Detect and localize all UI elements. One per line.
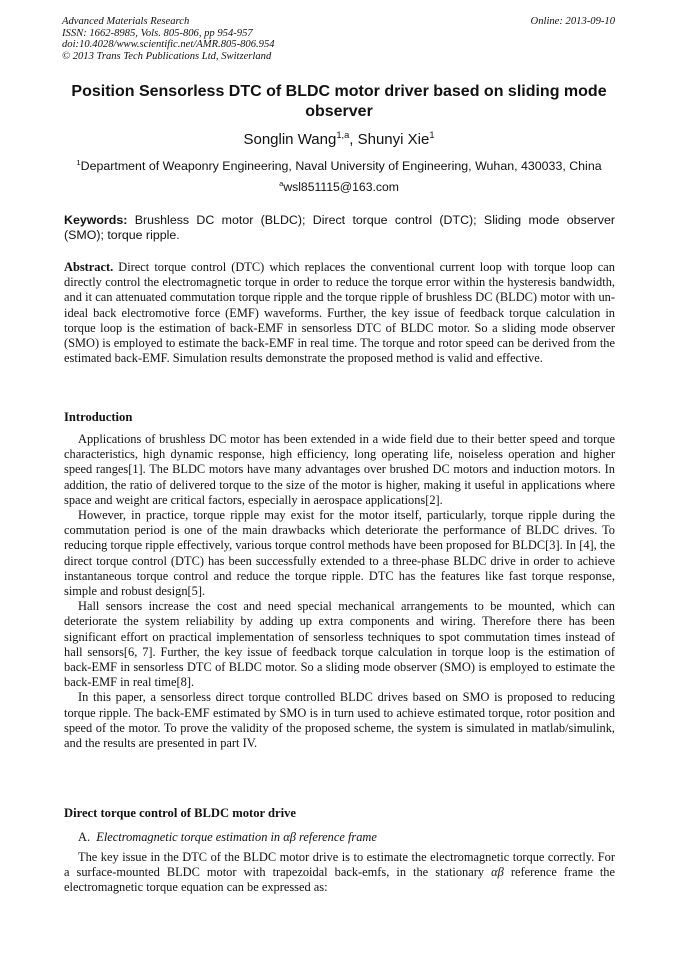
author-separator: , — [349, 131, 358, 148]
author-name: Shunyi Xie — [357, 131, 430, 148]
copyright-line: © 2013 Trans Tech Publications Ltd, Switzerland — [62, 50, 272, 62]
subsection-label: A — [78, 830, 87, 844]
author-superscript: 1 — [429, 130, 435, 140]
section-heading-introduction: Introduction — [64, 410, 133, 424]
abstract-label: Abstract. — [64, 260, 114, 274]
dtc-text-end: reference frame the electromagnetic torque equation can be expressed as: — [64, 865, 615, 895]
dtc-body — [64, 850, 615, 896]
alpha-beta-symbol: αβ — [283, 830, 296, 844]
abstract-text: Direct torque control (DTC) which replaces the conventional current loop with torque loop can directly control the electromagnetic torque in order to reduce the torque error within the hysteresis bandwidth, and it can attenuated commutation torque ripple and the torque ripple of brushless DC (BLDC) motor with un-ideal back electromotive force (EMF) waveforms. Further, the key issue of feedback torque calculation in torque loop is the estimation of back-EMF in sensorless DTC of BLDC motor. So a sliding mode observer (SMO) is employed to estimate the back-EMF in real time. The torque and rotor speed can be derived from the estimated back-EMF. Simulation results demonstrate the proposed method is valid and effective. — [64, 260, 615, 366]
paragraph: Hall sensors increase the cost and need special mechanical arrangements to be mounted, which can deteriorate the system reliability by adding up extra components and wiring. Therefore there has been significant effort on practical implementation of sensorless techniques to spot commutation times instead of hall sensors[6, 7]. Further, the key issue of feedback torque calculation in torque loop is the estimation of back-EMF in sensorless DTC of BLDC motor. So a sliding mode observer (SMO) is employed to estimate the back-EMF in real time[8]. — [64, 599, 615, 690]
paragraph — [64, 850, 615, 896]
alpha-beta-symbol: αβ — [491, 865, 504, 880]
email-superscript: a — [279, 178, 284, 188]
article-metadata — [62, 16, 615, 62]
keywords-text: Brushless DC motor (BLDC); Direct torque control (DTC); Sliding mode observer (SMO); torque ripple. — [64, 213, 615, 242]
affiliation-superscript: 1 — [76, 157, 81, 167]
affiliation — [0, 159, 678, 173]
section-heading-dtc: Direct torque control of BLDC motor drive — [64, 806, 297, 820]
author-email — [0, 180, 678, 194]
introduction-body — [64, 432, 615, 751]
keywords-label: Keywords: — [64, 213, 128, 227]
paragraph: However, in practice, torque ripple may exist for the motor itself, particularly, torque ripple during the commutation period is one of the main drawbacks which deteriorate the performance of BLDC drives. To reducing torque ripple effectively, various torque control methods have been proposed for BLDC[3]. In [4], the direct torque control (DTC) has been successfully extended to a three-phase BLDC drive in order to achieve instantaneous torque control and reduce the torque ripple. DTC has the features like fast torque response, simple and robust design[5]. — [64, 508, 615, 599]
affiliation-text: Department of Weaponry Engineering, Naval University of Engineering, Wuhan, 430033, China — [80, 159, 602, 173]
online-date: Online: 2013-09-10 — [530, 16, 615, 27]
paragraph: Applications of brushless DC motor has been extended in a wide field due to their better speed and torque characteristics, high dynamic response, high efficiency, long operating life, noiseless operation and higher speed ranges[1]. The BLDC motors have many advantages over brushed DC motors and induction motors. In addition, the ratio of delivered torque to the size of the motor is higher, making it useful in applications where space and weight are critical factors, especially in aerospace applications[2]. — [64, 432, 615, 507]
journal-name: Advanced Materials Research — [62, 16, 190, 27]
author-superscript: 1,a — [336, 130, 350, 140]
author-name: Songlin Wang — [243, 131, 337, 148]
keywords — [64, 213, 615, 243]
author-list — [0, 131, 678, 148]
email-text: wsl851115@163.com — [283, 180, 399, 194]
dtc-text-start: The key issue in the DTC of the BLDC motor drive is to estimate the electromagnetic torque correctly. For a surface-mounted BLDC motor with trapezoidal back-emfs, in the stationary — [64, 850, 615, 880]
paper-title: Position Sensorless DTC of BLDC motor driver based on sliding mode observer — [71, 83, 607, 120]
paragraph: In this paper, a sensorless direct torque controlled BLDC drives based on SMO is proposed to reducing torque ripple. The back-EMF estimated by SMO is in turn used to achieve estimated torque, rotor position and speed of the motor. To prove the validity of the proposed scheme, the system is simulated in matlab/simulink, and the results are presented in part IV. — [64, 690, 615, 751]
subsection-title-end: reference frame — [295, 830, 377, 844]
subsection-title: Electromagnetic torque estimation in — [96, 830, 284, 844]
doi-line: doi:10.4028/www.scientific.net/AMR.805-806.954 — [62, 39, 275, 50]
issn-line: ISSN: 1662-8985, Vols. 805-806, pp 954-957 — [62, 27, 253, 39]
abstract — [64, 260, 615, 366]
subsection-heading: A. Electromagnetic torque estimation in αβ reference frame — [78, 830, 377, 844]
